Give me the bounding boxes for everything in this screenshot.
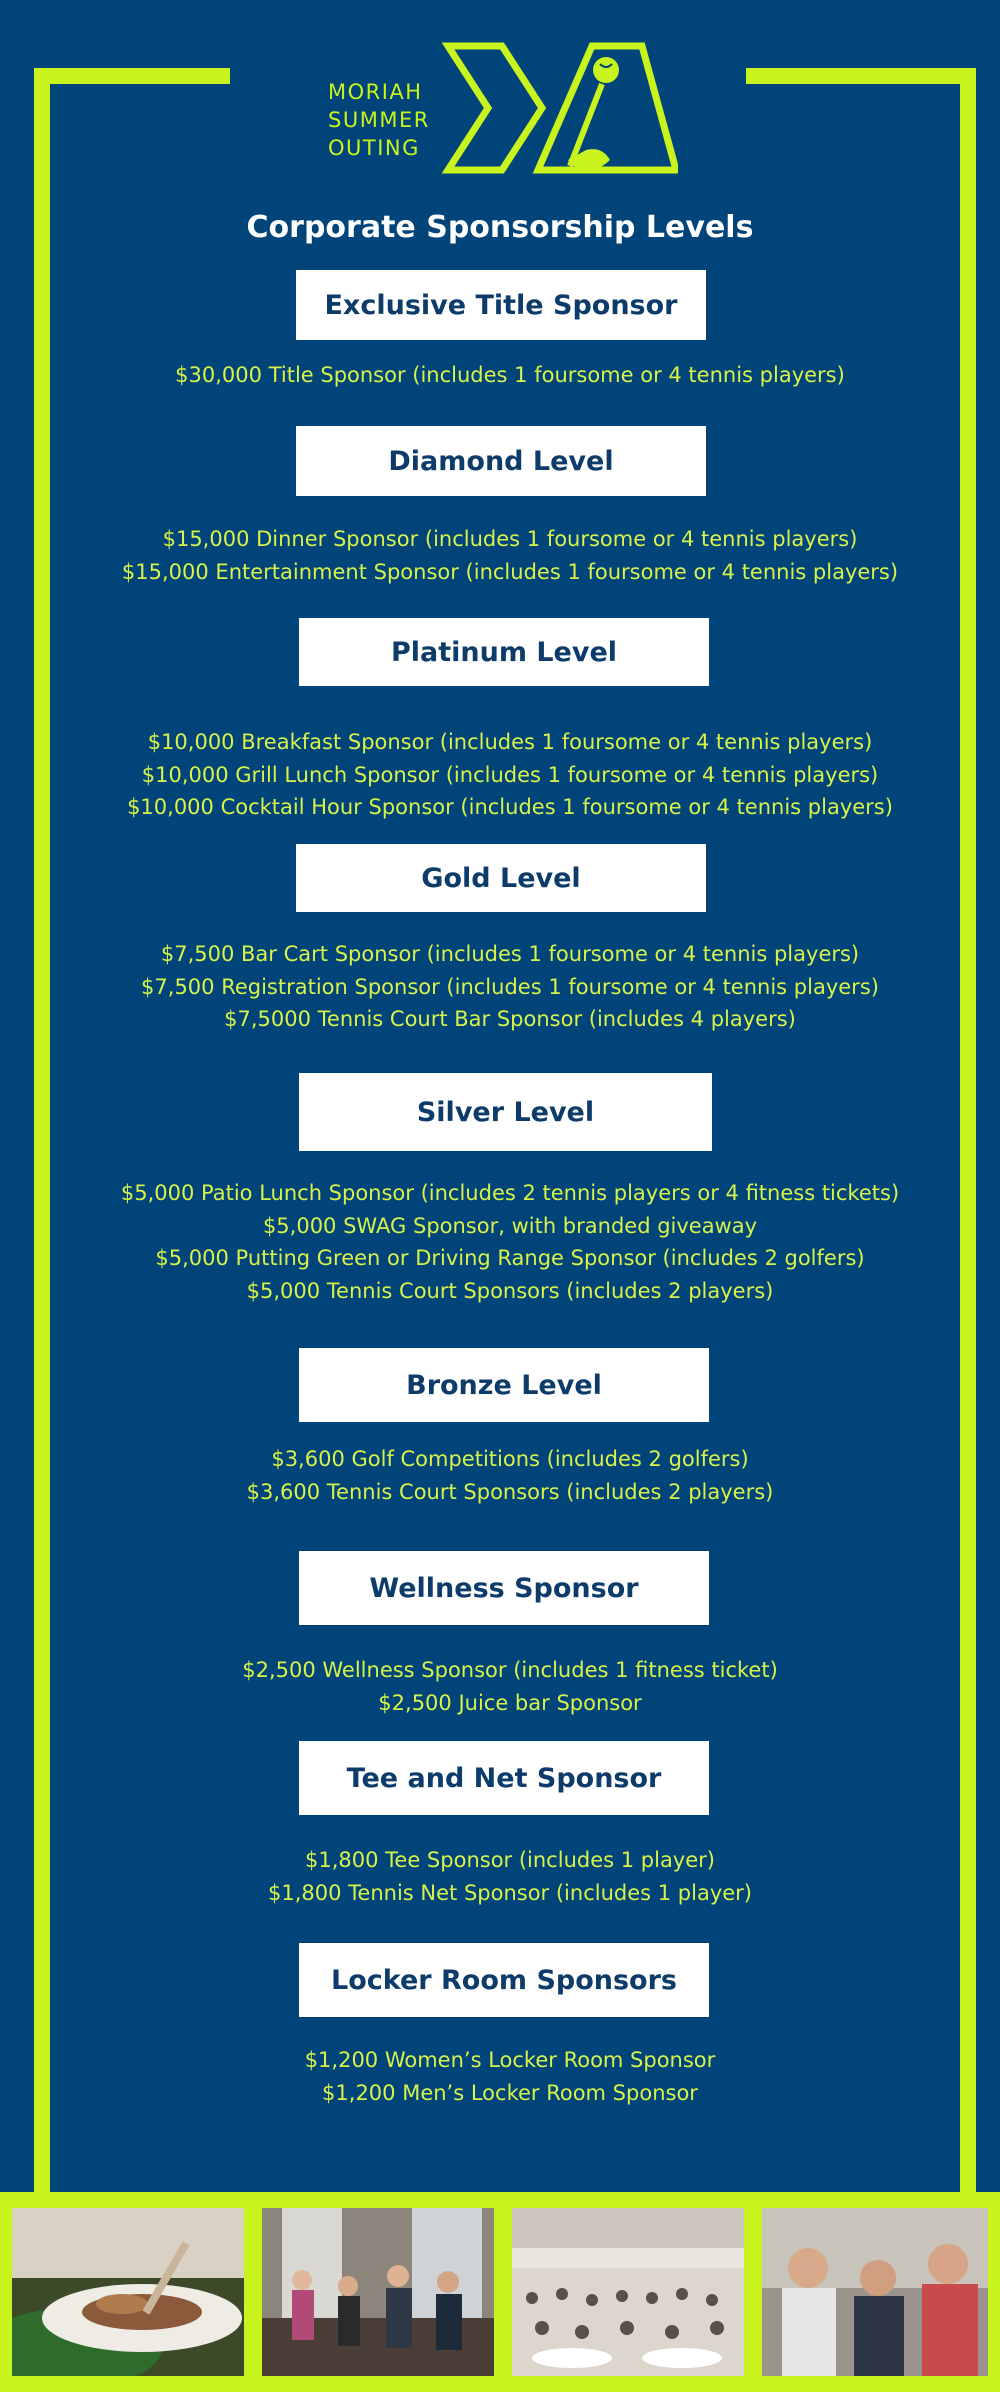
sponsor-item: $1,800 Tennis Net Sponsor (includes 1 player) [268, 1880, 752, 1905]
sponsor-item: $2,500 Juice bar Sponsor [378, 1690, 642, 1715]
sponsor-item: $3,600 Tennis Court Sponsors (includes 2 players) [246, 1479, 774, 1504]
tier-items [50, 359, 970, 392]
frame-top-left-bar [34, 68, 230, 84]
sponsor-item: $7,5000 Tennis Court Bar Sponsor (includes 4 players) [224, 1007, 796, 1031]
tier-items [50, 1844, 970, 1909]
banquet-hall-photo [512, 2208, 744, 2376]
frame-left-bar [34, 68, 50, 2208]
food-plate-photo [12, 2208, 244, 2376]
tier-banner: Diamond Level [296, 426, 706, 496]
sponsor-item: $15,000 Dinner Sponsor (includes 1 foursome or 4 tennis players) [162, 527, 858, 551]
page-title: Corporate Sponsorship Levels [246, 210, 754, 245]
tier-items [50, 523, 970, 588]
sponsor-item: $30,000 Title Sponsor (includes 1 foursome or 4 tennis players) [175, 363, 845, 387]
sponsor-item: $5,000 Tennis Court Sponsors (includes 2 players) [246, 1278, 774, 1303]
tier-banner: Platinum Level [299, 618, 709, 686]
sponsor-item: $3,600 Golf Competitions (includes 2 golfers) [271, 1447, 749, 1471]
sponsor-item: $1,200 Women’s Locker Room Sponsor [304, 2048, 716, 2072]
tier-banner: Locker Room Sponsors [299, 1943, 709, 2017]
photo-strip [0, 2192, 1000, 2392]
tier-items [50, 726, 970, 824]
tier-banner: Bronze Level [299, 1348, 709, 1422]
event-logo [328, 42, 678, 182]
sponsor-item: $7,500 Bar Cart Sponsor (includes 1 foursome or 4 tennis players) [160, 942, 860, 966]
guests-laughing-photo [762, 2208, 988, 2376]
tier-banner: Exclusive Title Sponsor [296, 270, 706, 340]
tier-banner: Wellness Sponsor [299, 1551, 709, 1625]
tier-items [50, 1654, 970, 1719]
sponsor-item: $1,800 Tee Sponsor (includes 1 player) [305, 1848, 715, 1872]
sponsor-item: $5,000 Patio Lunch Sponsor (includes 2 tennis players or 4 fitness tickets) [120, 1181, 900, 1205]
sponsor-item: $10,000 Cocktail Hour Sponsor (includes 1 foursome or 4 tennis players) [127, 795, 893, 819]
sponsor-item: $5,000 SWAG Sponsor, with branded giveaway [262, 1213, 758, 1238]
logo-wordmark [328, 78, 430, 162]
sponsor-item: $10,000 Breakfast Sponsor (includes 1 foursome or 4 tennis players) [147, 730, 873, 754]
tier-items [50, 938, 970, 1036]
sponsor-item: $7,500 Registration Sponsor (includes 1 foursome or 4 tennis players) [141, 974, 879, 999]
tier-items [50, 2044, 970, 2109]
sponsor-item: $5,000 Putting Green or Driving Range Sponsor (includes 2 golfers) [155, 1246, 865, 1270]
logo-line-2: SUMMER [328, 108, 430, 132]
sponsor-item: $1,200 Men’s Locker Room Sponsor [322, 2080, 698, 2105]
logo-line-1: MORIAH [328, 80, 423, 104]
logo-line-3: OUTING [328, 136, 420, 160]
frame-top-right-bar [746, 68, 976, 84]
tier-banner: Gold Level [296, 844, 706, 912]
party-guests-photo [262, 2208, 494, 2376]
tier-banner: Tee and Net Sponsor [299, 1741, 709, 1815]
golf-tennis-logo-icon [442, 42, 678, 176]
sponsor-item: $10,000 Grill Lunch Sponsor (includes 1 foursome or 4 tennis players) [141, 762, 879, 787]
tier-banner: Silver Level [299, 1073, 712, 1151]
tier-items [50, 1177, 970, 1307]
tier-items [50, 1443, 970, 1508]
sponsor-item: $2,500 Wellness Sponsor (includes 1 fitness ticket) [242, 1658, 778, 1682]
sponsor-item: $15,000 Entertainment Sponsor (includes 1 foursome or 4 tennis players) [121, 559, 899, 584]
